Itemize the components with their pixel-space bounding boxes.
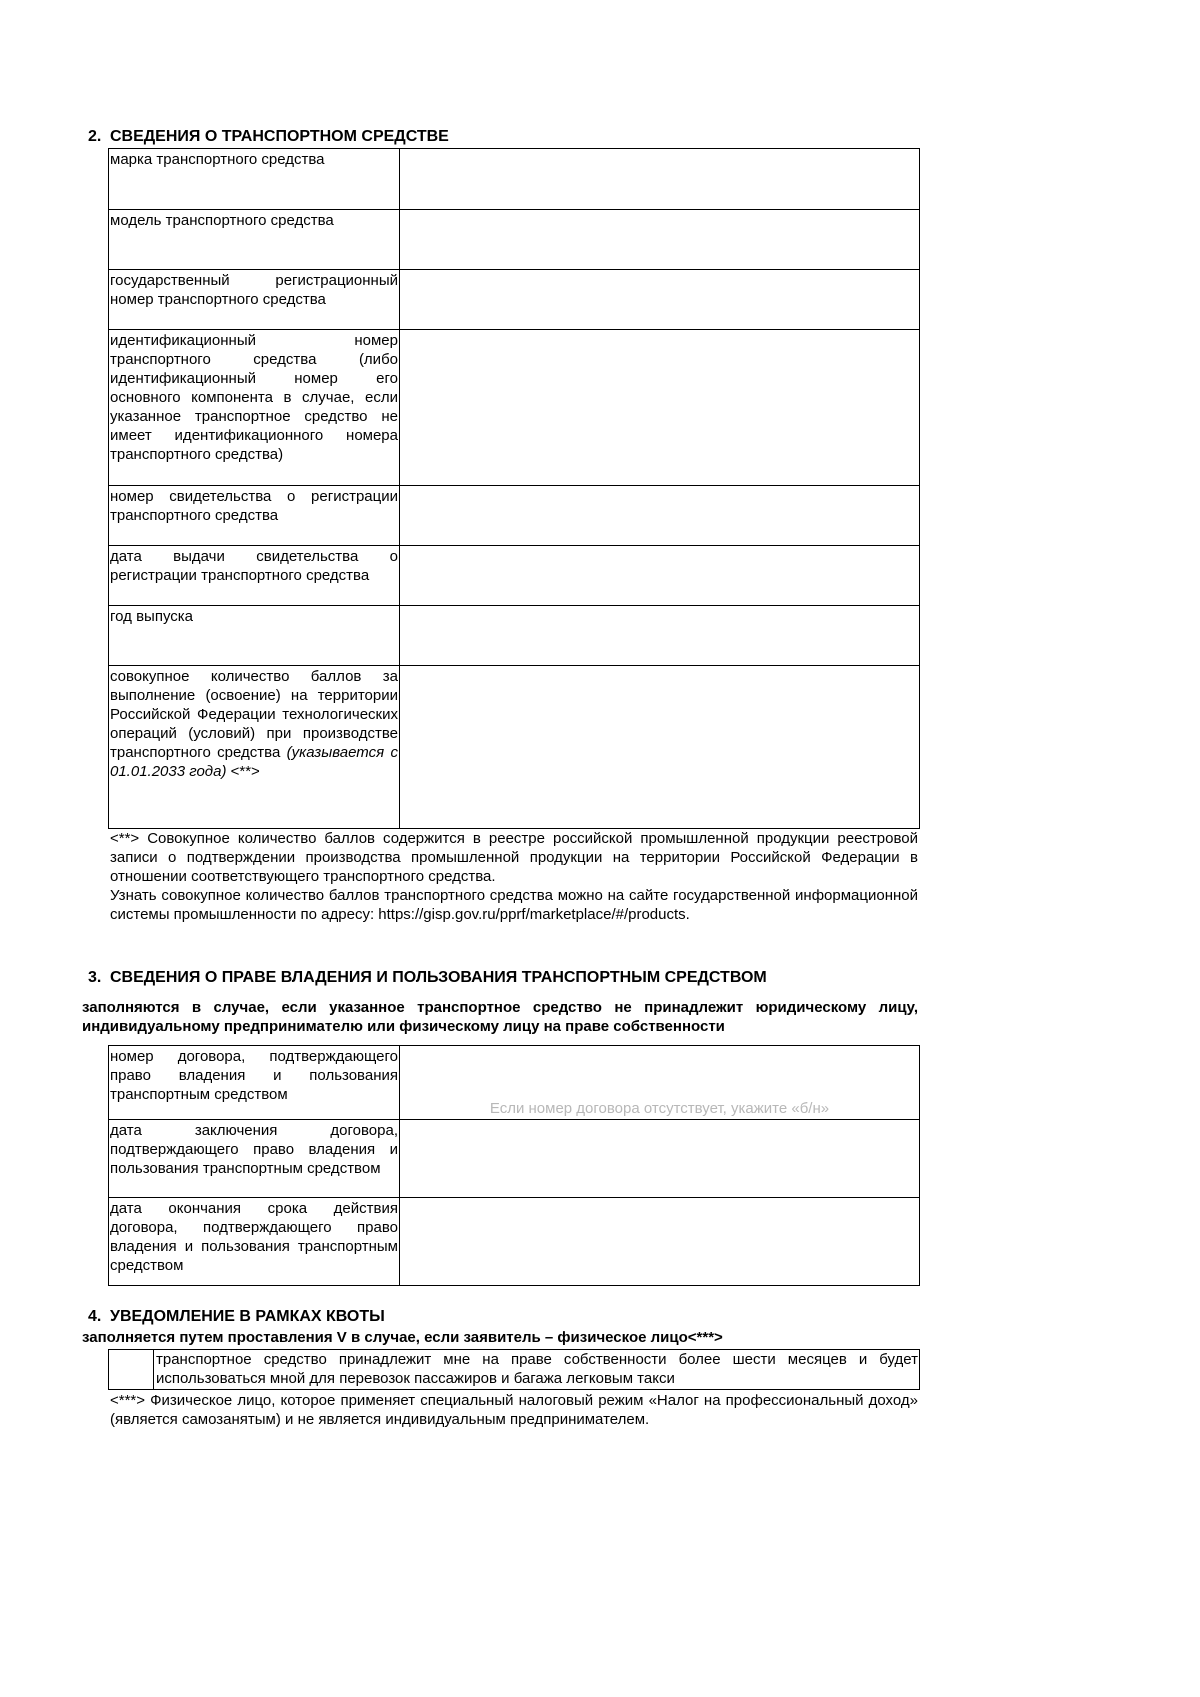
vehicle-info-table <box>108 148 920 829</box>
vehicle-row-year <box>109 606 920 666</box>
vehicle-row-points <box>109 666 920 829</box>
points-label-text: совокупное количество баллов за выполнение (освоение) на территории Российской Федерации технологических операций (условий) при производстве транспортного средства <box>110 668 398 761</box>
section-2-heading <box>88 128 449 146</box>
contract-date-field[interactable] <box>400 1120 920 1198</box>
quota-checkbox[interactable] <box>109 1350 154 1390</box>
section-2-title: СВЕДЕНИЯ О ТРАНСПОРТНОМ СРЕДСТВЕ <box>110 128 449 145</box>
field-label: идентификационный номер транспортного средства (либо идентификационный номер его основного компонента в случае, если указанное транспортное средство не имеет идентификационного номера транспортного средства) <box>109 330 400 486</box>
section-3-subtitle: заполняются в случае, если указанное транспортное средство не принадлежит юридическому лицу, индивидуальному предпринимателю или физическому лицу на праве собственности <box>82 999 918 1035</box>
vehicle-brand-field[interactable] <box>400 149 920 210</box>
ownership-row-contract-number <box>109 1046 920 1120</box>
field-label <box>109 666 400 829</box>
manufacture-year-field[interactable] <box>400 606 920 666</box>
vehicle-model-field[interactable] <box>400 210 920 270</box>
points-label-note: (указывается с 01.01.2033 года) <box>110 744 398 780</box>
section-3-title: СВЕДЕНИЯ О ПРАВЕ ВЛАДЕНИЯ И ПОЛЬЗОВАНИЯ ТРАНСПОРТНЫМ СРЕДСТВОМ <box>110 969 767 986</box>
section-4-footnote: <***> Физическое лицо, которое применяет специальный налоговый режим «Налог на профессиональный доход» (является самозанятым) и не является индивидуальным предпринимателем. <box>110 1392 918 1428</box>
contract-number-field[interactable] <box>400 1046 920 1120</box>
registration-certificate-date-field[interactable] <box>400 546 920 606</box>
field-label: номер договора, подтверждающего право владения и пользования транспортным средством <box>109 1046 400 1120</box>
vehicle-row-plate <box>109 270 920 330</box>
footnote-paragraph: <**> Совокупное количество баллов содержится в реестре российской промышленной продукции реестровой записи о подтверждении производства промышленной продукции на территории Российской Федерации в отношении соответствующего транспортного средства. <box>110 830 918 885</box>
section-4-title: УВЕДОМЛЕНИЕ В РАМКАХ КВОТЫ <box>110 1308 385 1325</box>
field-label: год выпуска <box>109 606 400 666</box>
vehicle-row-cert-date <box>109 546 920 606</box>
vehicle-row-model <box>109 210 920 270</box>
section-4-number: 4. <box>88 1308 102 1325</box>
contract-number-placeholder: Если номер договора отсутствует, укажите «б/н» <box>489 1100 830 1117</box>
section-4-subtitle: заполняется путем проставления V в случае, если заявитель – физическое лицо<***> <box>82 1329 723 1346</box>
section-3-heading <box>88 969 767 987</box>
vehicle-row-cert-number <box>109 486 920 546</box>
registration-plate-field[interactable] <box>400 270 920 330</box>
field-label: государственный регистрационный номер транспортного средства <box>109 270 400 330</box>
section-2-number: 2. <box>88 128 102 145</box>
field-label: дата окончания срока действия договора, подтверждающего право владения и пользования транспортным средством <box>109 1198 400 1286</box>
section-4-heading <box>88 1308 385 1326</box>
vehicle-row-brand <box>109 149 920 210</box>
production-points-field[interactable] <box>400 666 920 829</box>
field-label: марка транспортного средства <box>109 149 400 210</box>
field-label: дата заключения договора, подтверждающего право владения и пользования транспортным средством <box>109 1120 400 1198</box>
quota-statement: транспортное средство принадлежит мне на праве собственности более шести месяцев и будет использоваться мной для перевозок пассажиров и багажа легковым такси <box>154 1350 920 1390</box>
contract-end-date-field[interactable] <box>400 1198 920 1286</box>
ownership-row-contract-date <box>109 1120 920 1198</box>
vin-field[interactable] <box>400 330 920 486</box>
field-label: дата выдачи свидетельства о регистрации транспортного средства <box>109 546 400 606</box>
field-label: модель транспортного средства <box>109 210 400 270</box>
vehicle-row-vin <box>109 330 920 486</box>
quota-row <box>109 1350 920 1390</box>
ownership-row-contract-end <box>109 1198 920 1286</box>
footnote-paragraph: Узнать совокупное количество баллов транспортного средства можно на сайте государственной информационной системы промышленности по адресу: https://gisp.gov.ru/pprf/marketplace/#/products. <box>110 887 918 923</box>
quota-table <box>108 1349 920 1390</box>
section-2-footnote <box>110 829 918 924</box>
section-3-number: 3. <box>88 969 102 986</box>
field-label: номер свидетельства о регистрации транспортного средства <box>109 486 400 546</box>
ownership-table <box>108 1045 920 1286</box>
points-label-footnote-ref: <**> <box>230 763 260 780</box>
registration-certificate-number-field[interactable] <box>400 486 920 546</box>
